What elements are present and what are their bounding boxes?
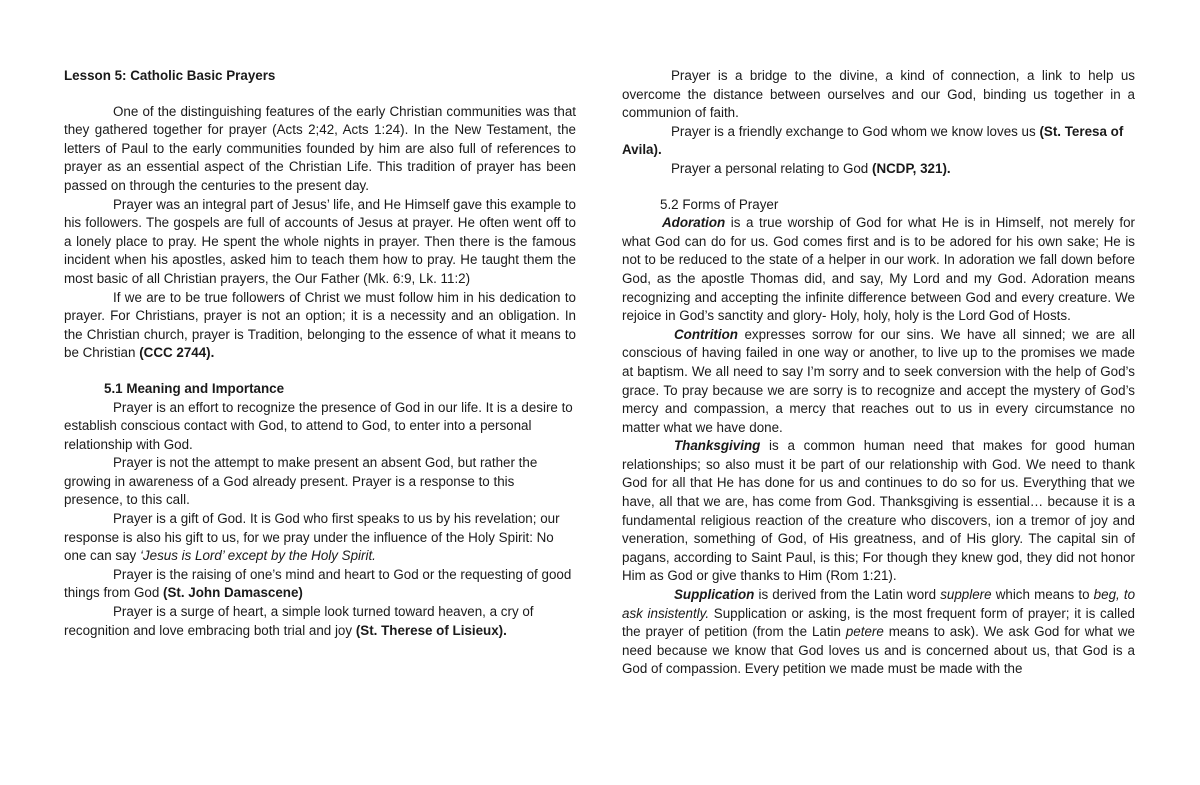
lisieux-reference: (St. Therese of Lisieux). [355, 622, 507, 638]
left-column [64, 67, 576, 640]
teresa-reference: (St. Teresa of Avila). [622, 123, 1124, 158]
petere-word: petere [845, 624, 884, 640]
lesson-title: Lesson 5: Catholic Basic Prayers [64, 68, 276, 83]
meaning-paragraph-3: Prayer is a gift of God. It is God who first speaks to us by his revelation; our response is also his gift to us, for we pray under the influence of the Holy Spirit: No one can say ‘Jesus is Lord’ except by the Holy Spirit. [64, 511, 560, 564]
personal-relating-paragraph: Prayer a personal relating to God (NCDP, 321). [671, 160, 951, 176]
section-heading-forms: 5.2 Forms of Prayer [660, 196, 779, 212]
holy-spirit-quote: ‘Jesus is Lord’ except by the Holy Spirit. [139, 548, 376, 564]
section-heading-meaning: 5.1 Meaning and Importance [104, 380, 285, 396]
bridge-paragraph: Prayer is a bridge to the divine, a kind of connection, a link to help us overcome the distance between ourselves and our God, binding us together in a communion of faith. [622, 68, 1135, 121]
meaning-paragraph-4: Prayer is the raising of one’s mind and heart to God or the requesting of good things from God (St. John Damascene) [64, 566, 572, 601]
intro-paragraph-3: If we are to be true followers of Christ we must follow him in his dedication to prayer. For Christians, prayer is not an option; it is a necessity and an obligation. In the Christian church, prayer is Tradition, belonging to the essence of what it means to be Christian (CCC 2744). [64, 289, 576, 361]
adoration-paragraph: Adoration is a true worship of God for what He is in Himself, not merely for what God can do for us. God comes first and is to be adored for his own sake; He is not to be reduced to the state of a helper in our work. In adoration we fall down before God, as the apostle Thomas did, and say, My Lord and my God. Adoration means recognizing and accepting the infinite difference between God and every creature. We rejoice in God’s sanctity and glory- Holy, holy, holy is the Lord God of Hosts. [622, 215, 1135, 324]
supplication-term: Supplication [674, 587, 755, 603]
contrition-term: Contrition [674, 326, 738, 342]
thanksgiving-term: Thanksgiving [674, 438, 761, 454]
thanksgiving-paragraph: Thanksgiving is a common human need that makes for good human relationships; so also must it be part of our relationship with God. We need to thank God for all that He has done for us and continues to do so for us. Everything that we have, all that we are, has come from God. Thanksgiving is essential… because it is a fundamental religious reaction of the creature who discovers, ion a tremor of joy and veneration, something of God, of His greatness, and of His glory. The capital sin of pagans, according to Saint Paul, is this; For though they knew god, they did not honor Him as God or give thanks to Him (Rom 1:21). [622, 438, 1135, 584]
ccc-reference: (CCC 2744). [139, 345, 215, 361]
meaning-paragraph-5: Prayer is a surge of heart, a simple look turned toward heaven, a cry of recognition and love embracing both trial and joy (St. Therese of Lisieux). [64, 604, 534, 638]
supplication-paragraph: Supplication is derived from the Latin word supplere which means to beg, to ask insistently. Supplication or asking, is the most frequent form of prayer; it is called the prayer of petition (from the Latin petere means to ask). We ask God for what we need because we know that God loves us and is concerned about us, that God is a God of compassion. Every petition we made must be made with the [622, 587, 1136, 677]
meaning-paragraph-1: Prayer is an effort to recognize the presence of God in our life. It is a desire to establish conscious contact with God, to attend to God, to enter into a personal relationship with God. [64, 399, 573, 452]
right-column [622, 67, 1135, 679]
friendly-exchange-paragraph: Prayer is a friendly exchange to God whom we know loves us (St. Teresa of Avila). [622, 123, 1124, 158]
supplication-meaning: beg, to ask insistently. [622, 587, 1136, 621]
ncdp-reference: (NCDP, 321). [872, 160, 951, 176]
contrition-paragraph: Contrition expresses sorrow for our sins. We have all sinned; we are all conscious of having failed in one way or another, to live up to the promises we made at baptism. We all need to say I’m sorry and to seek conversion with the help of God’s grace. To pray because we are sorry is to recognize and accept the mystery of God’s mercy and compassion, a mercy that reaches out to us in every circumstance no matter what we have done. [622, 326, 1135, 435]
damascene-reference: (St. John Damascene) [163, 585, 303, 601]
meaning-paragraph-2: Prayer is not the attempt to make present an absent God, but rather the growing in awareness of a God already present. Prayer is a response to this presence, to this call. [64, 455, 538, 508]
intro-paragraph-2: Prayer was an integral part of Jesus’ life, and He Himself gave this example to his followers. The gospels are full of accounts of Jesus at prayer. He often went off to a lonely place to pray. He spent the whole nights in prayer. Then there is the famous incident when his apostles, asked him to teach them how to pray. He taught them the most basic of all Christian prayers, the Our Father (Mk. 6:9, Lk. 11:2) [64, 196, 576, 286]
intro-paragraph-1: One of the distinguishing features of the early Christian communities was that they gathered together for prayer (Acts 2;42, Acts 1:24). In the New Testament, the letters of Paul to the early communities founded by him are also full of references to prayer as an essential aspect of the Christian Life. This tradition of prayer has been passed on through the centuries to the present day. [64, 103, 576, 193]
supplere-word: supplere [940, 587, 992, 603]
adoration-term: Adoration [662, 215, 726, 231]
